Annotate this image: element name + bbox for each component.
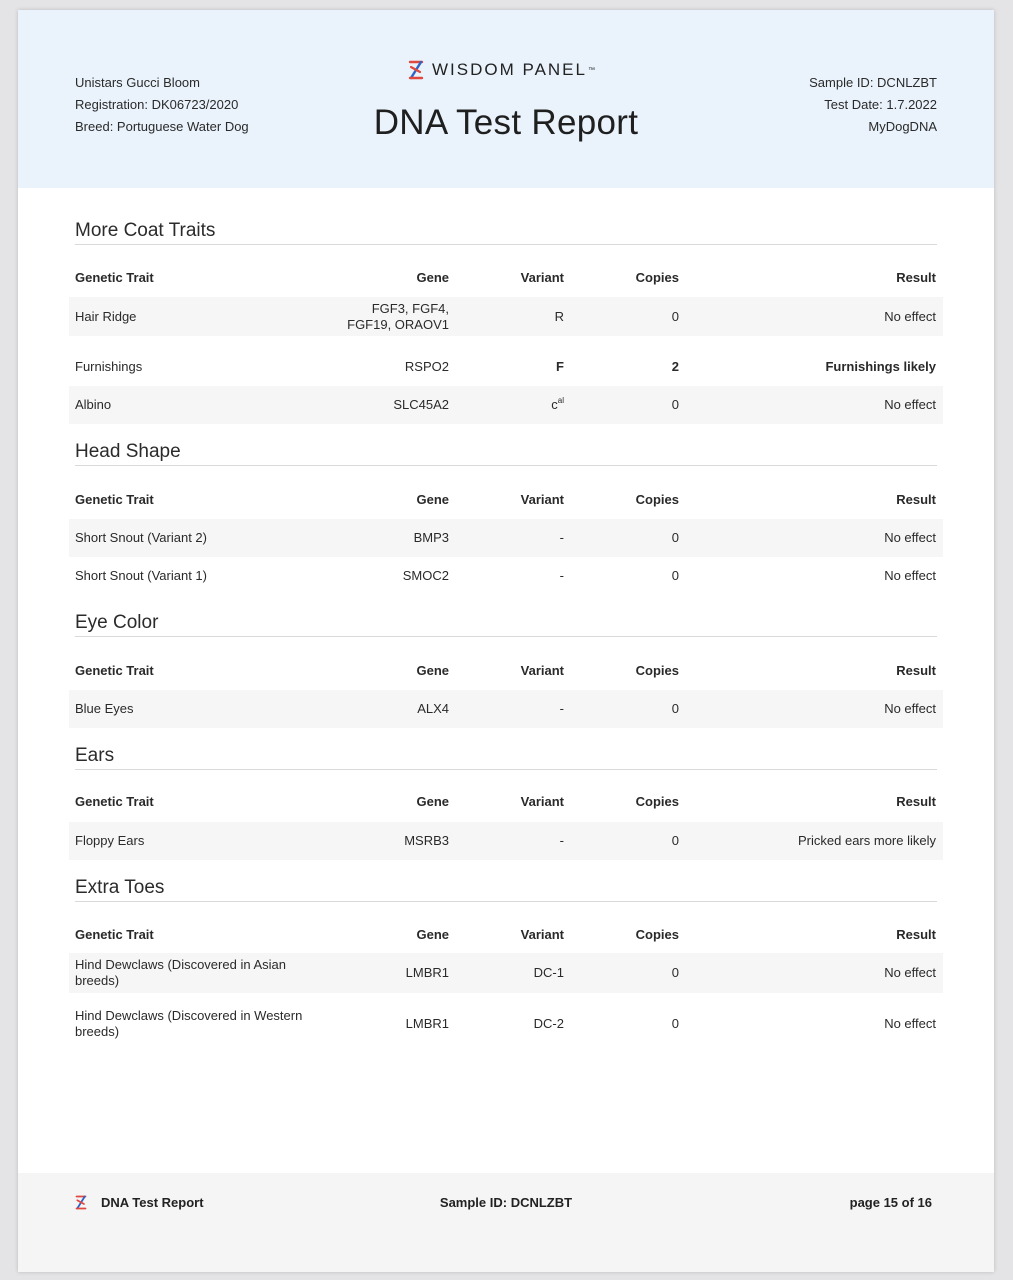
copies: 0 (671, 701, 679, 716)
trait-name (75, 953, 335, 993)
header-variant: Variant (520, 794, 564, 809)
variant: F (556, 359, 564, 374)
result: Furnishings likely (825, 359, 936, 374)
page-number: page 15 of 16 (849, 1195, 932, 1210)
table-header (69, 488, 943, 512)
trait-name: Floppy Ears (75, 833, 145, 848)
report-page (18, 10, 994, 1272)
section-title: More Coat Traits (75, 219, 937, 245)
table-header (69, 266, 943, 290)
header-trait: Genetic Trait (75, 270, 154, 285)
test-date: Test Date: 1.7.2022 (824, 97, 937, 112)
gene-line: FGF3, FGF4, (371, 300, 449, 316)
table-row (69, 386, 943, 424)
sample-info (809, 72, 937, 138)
header-trait: Genetic Trait (75, 663, 154, 678)
trait-name: Furnishings (75, 359, 143, 374)
table-row (69, 297, 943, 336)
trait-name (75, 1004, 335, 1044)
result: No effect (884, 397, 936, 412)
header-copies: Copies (635, 927, 679, 942)
gene: LMBR1 (405, 965, 449, 980)
copies: 0 (671, 1016, 679, 1031)
header-result: Result (896, 270, 936, 285)
header-variant: Variant (520, 270, 564, 285)
gene: ALX4 (417, 701, 449, 716)
copies: 2 (671, 359, 679, 374)
header-copies: Copies (635, 492, 679, 507)
table-row (69, 953, 943, 993)
variant (464, 386, 564, 424)
variant: DC-2 (533, 1016, 564, 1031)
table-row (69, 690, 943, 728)
registration: Registration: DK06723/2020 (75, 97, 239, 112)
copies: 0 (671, 965, 679, 980)
header-gene: Gene (416, 663, 449, 678)
header-variant: Variant (520, 927, 564, 942)
trait-line: Hind Dewclaws (Discovered in Asian (75, 957, 286, 972)
trait-name: Short Snout (Variant 2) (75, 530, 207, 545)
gene-line: FGF19, ORAOV1 (347, 316, 449, 332)
brand (408, 58, 595, 82)
report-footer (18, 1173, 994, 1272)
footer-title: DNA Test Report (101, 1195, 204, 1210)
section-title: Extra Toes (75, 876, 937, 902)
table-row (69, 557, 943, 595)
copies: 0 (671, 833, 679, 848)
variant: DC-1 (533, 965, 564, 980)
header-copies: Copies (635, 270, 679, 285)
header-gene: Gene (416, 492, 449, 507)
variant: - (559, 568, 564, 583)
header-gene: Gene (416, 794, 449, 809)
variant: R (554, 308, 564, 324)
gene: SMOC2 (402, 568, 449, 583)
result: Pricked ears more likely (798, 833, 936, 848)
gene: LMBR1 (405, 1016, 449, 1031)
wisdom-panel-logo-icon (408, 59, 424, 81)
header-gene: Gene (416, 927, 449, 942)
footer-sample-id: Sample ID: DCNLZBT (439, 1195, 573, 1210)
table-header (69, 923, 943, 947)
trait-name: Blue Eyes (75, 701, 134, 716)
header-trait: Genetic Trait (75, 927, 154, 942)
gene: BMP3 (413, 530, 449, 545)
header-trait: Genetic Trait (75, 492, 154, 507)
header-result: Result (896, 663, 936, 678)
header-copies: Copies (635, 663, 679, 678)
trait-line: breeds) (75, 1024, 120, 1039)
copies: 0 (671, 568, 679, 583)
header-variant: Variant (520, 663, 564, 678)
gene: MSRB3 (404, 833, 449, 848)
header-result: Result (896, 492, 936, 507)
document-title: DNA Test Report (373, 103, 639, 142)
variant: - (559, 833, 564, 848)
variant-base: c (551, 397, 558, 412)
variant: - (559, 530, 564, 545)
copies: 0 (671, 308, 679, 324)
header-trait: Genetic Trait (75, 794, 154, 809)
table-row (69, 519, 943, 557)
header-copies: Copies (635, 794, 679, 809)
trait-line: Hind Dewclaws (Discovered in Western (75, 1008, 303, 1023)
section-title: Ears (75, 744, 937, 770)
result: No effect (884, 701, 936, 716)
result: No effect (884, 1016, 936, 1031)
copies: 0 (671, 530, 679, 545)
variant-superscript: al (557, 396, 564, 405)
table-row (69, 822, 943, 860)
trait-name: Short Snout (Variant 1) (75, 568, 207, 583)
header-result: Result (896, 927, 936, 942)
brand-name: WISDOM PANEL (432, 60, 587, 79)
result: No effect (884, 530, 936, 545)
header-variant: Variant (520, 492, 564, 507)
trait-name: Albino (75, 397, 112, 412)
copies: 0 (671, 397, 679, 412)
result: No effect (884, 568, 936, 583)
provider: MyDogDNA (868, 119, 937, 134)
table-header (69, 659, 943, 683)
trait-name: Hair Ridge (75, 308, 137, 324)
variant: - (559, 701, 564, 716)
header-result: Result (896, 794, 936, 809)
result: No effect (884, 308, 936, 324)
table-row (69, 1004, 943, 1044)
gene: SLC45A2 (393, 397, 449, 412)
dog-name: Unistars Gucci Bloom (75, 75, 200, 90)
trait-line: breeds) (75, 973, 120, 988)
table-row (69, 348, 943, 386)
report-header (18, 10, 994, 188)
breed: Breed: Portuguese Water Dog (75, 119, 249, 134)
gene (299, 297, 449, 336)
brand-trademark: ™ (587, 66, 595, 74)
section-title: Eye Color (75, 611, 937, 637)
gene: RSPO2 (404, 359, 449, 374)
section-title: Head Shape (75, 440, 937, 466)
result: No effect (884, 965, 936, 980)
sample-id: Sample ID: DCNLZBT (809, 75, 937, 90)
table-header (69, 790, 943, 814)
header-gene: Gene (416, 270, 449, 285)
